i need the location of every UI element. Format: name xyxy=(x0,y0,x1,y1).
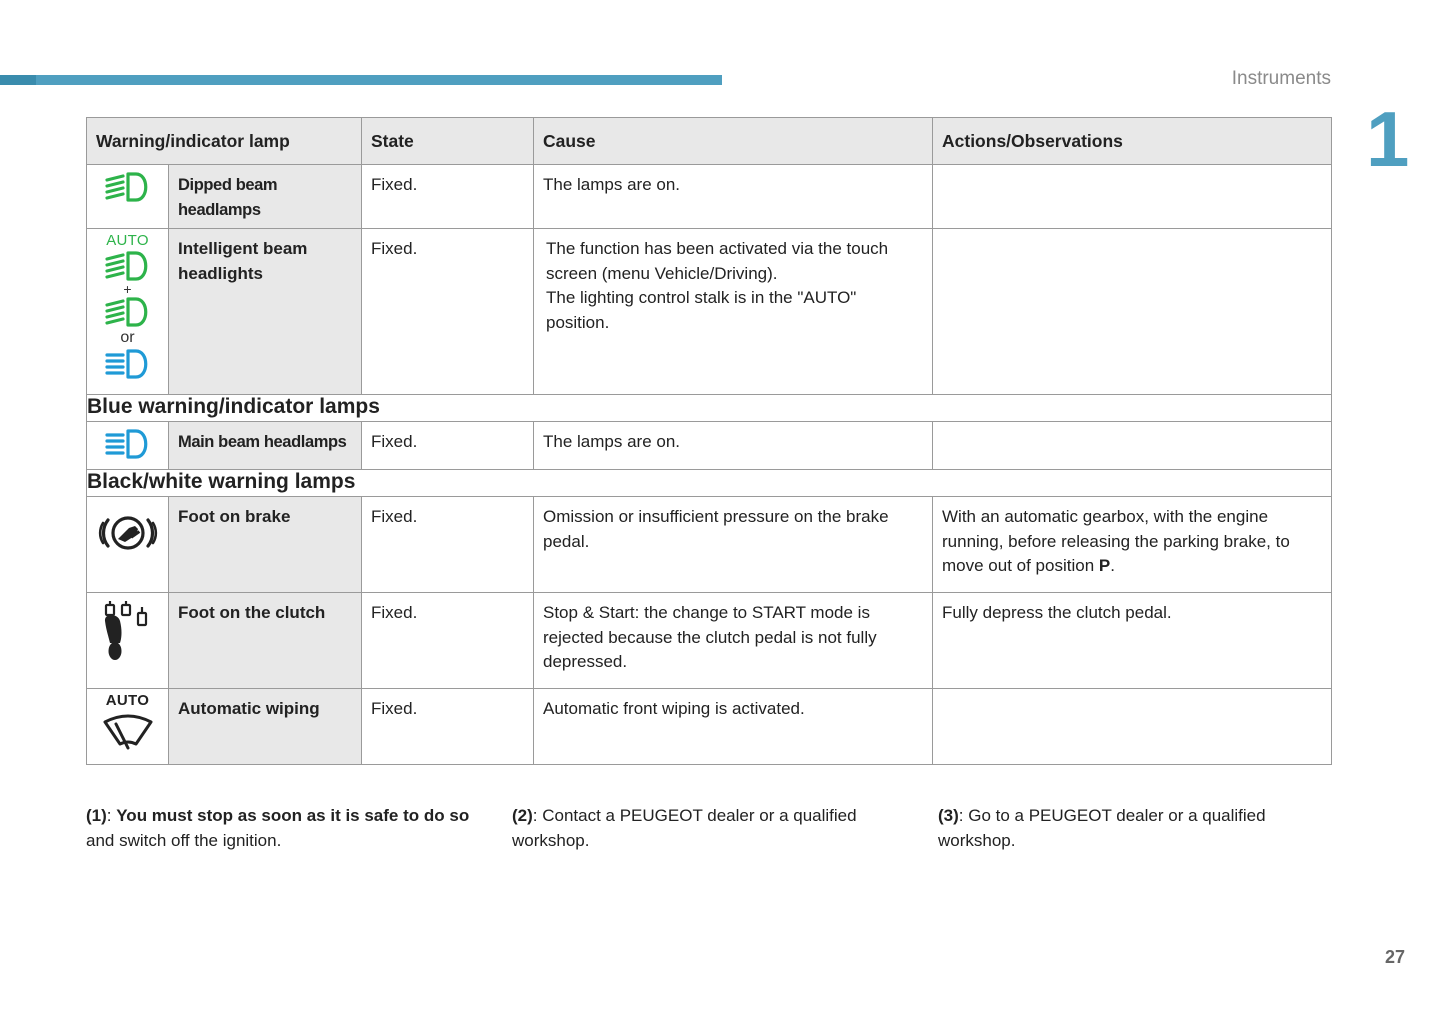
state-cell xyxy=(362,497,534,593)
action-cell xyxy=(933,689,1332,765)
table-row xyxy=(87,422,1332,470)
action-cell xyxy=(933,497,1332,593)
action-cell xyxy=(933,165,1332,229)
lamp-name-cell xyxy=(169,165,362,229)
table-header-row xyxy=(87,118,1332,165)
table-row xyxy=(87,497,1332,593)
footnote-text: and switch off the ignition. xyxy=(86,831,282,850)
warning-lamps-table xyxy=(86,117,1332,765)
group-row-black-white xyxy=(87,470,1332,497)
action-text xyxy=(933,165,1331,179)
action-text: Fully depress the clutch pedal. xyxy=(942,603,1172,622)
footnote-ref: (3) xyxy=(938,806,959,825)
lamp-icon-cell xyxy=(87,689,169,765)
foot-on-brake-icon xyxy=(98,511,158,555)
header-accent-bar xyxy=(0,75,722,85)
dipped-beam-icon xyxy=(104,171,152,203)
footnote-text: Go to a PEUGEOT dealer or a qualified workshop. xyxy=(938,806,1266,850)
col-header-lamp: Warning/indicator lamp xyxy=(87,118,362,165)
cause-text: Stop & Start: the change to START mode is rejected because the clutch pedal is not fully depressed. xyxy=(543,603,877,671)
action-cell xyxy=(933,229,1332,395)
plus-label: + xyxy=(123,281,132,297)
main-beam-icon xyxy=(104,428,152,460)
lamp-icon-cell xyxy=(87,497,169,593)
auto-label: AUTO xyxy=(106,232,149,249)
table-row xyxy=(87,593,1332,689)
lamp-name: Foot on brake xyxy=(178,507,291,526)
lamp-name-cell xyxy=(169,229,362,395)
footnote-1: (1): You must stop as soon as it is safe to do so and switch off the ignition. xyxy=(86,806,470,850)
state-text: Fixed. xyxy=(371,239,418,258)
action-cell xyxy=(933,593,1332,689)
dipped-beam-icon xyxy=(104,250,152,282)
state-text: Fixed. xyxy=(371,699,418,718)
state-text: Fixed. xyxy=(371,507,418,526)
state-text: Fixed. xyxy=(371,603,418,622)
cause-cell xyxy=(534,497,933,593)
lamp-icon-cell xyxy=(87,593,169,689)
group-title: Black/white warning lamps xyxy=(87,470,1332,497)
cause-cell xyxy=(534,422,933,470)
state-cell xyxy=(362,422,534,470)
state-cell xyxy=(362,165,534,229)
cause-text: The function has been activated via the touch screen (menu Vehicle/Driving). The lighting control stalk is in the "AUTO" position. xyxy=(546,239,889,332)
lamp-name: Intelligent beam headlights xyxy=(178,239,308,283)
main-beam-icon xyxy=(104,348,152,380)
foot-on-clutch-icon xyxy=(100,599,156,665)
lamp-name-cell xyxy=(169,497,362,593)
or-label: or xyxy=(120,329,135,346)
gear-position-p: P xyxy=(1098,556,1111,575)
lamp-name-cell xyxy=(169,593,362,689)
footnote-text: Contact a PEUGEOT dealer or a qualified workshop. xyxy=(512,806,857,850)
table-row xyxy=(87,165,1332,229)
action-text xyxy=(933,422,1331,436)
action-text xyxy=(933,689,1331,703)
footnote-ref: (1) xyxy=(86,806,107,825)
lamp-icon-cell xyxy=(87,165,169,229)
col-header-actions: Actions/Observations xyxy=(933,118,1332,165)
auto-label: AUTO xyxy=(105,692,150,709)
cause-cell xyxy=(534,689,933,765)
lamp-name: Foot on the clutch xyxy=(178,603,326,622)
cause-text: The lamps are on. xyxy=(543,432,681,451)
intelligent-beam-icon xyxy=(87,229,168,380)
table-row xyxy=(87,689,1332,765)
action-text-part: With an automatic gearbox, with the engine running, before releasing the parking brake, to move out of position xyxy=(942,507,1290,575)
footnote-bold-text: You must stop as soon as it is safe to do so xyxy=(116,806,470,825)
dipped-beam-icon xyxy=(104,296,152,328)
table-row xyxy=(87,229,1332,395)
action-cell xyxy=(933,422,1332,470)
lamp-name: Main beam headlamps xyxy=(178,433,347,451)
col-header-cause: Cause xyxy=(534,118,933,165)
action-text xyxy=(933,497,1331,585)
action-text xyxy=(933,229,1331,243)
cause-cell xyxy=(534,229,933,395)
group-title: Blue warning/indicator lamps xyxy=(87,395,1332,422)
group-row-blue xyxy=(87,395,1332,422)
state-cell xyxy=(362,229,534,395)
cause-text: The lamps are on. xyxy=(543,175,681,194)
footnote-ref: (2) xyxy=(512,806,533,825)
footnote-2: (2): Contact a PEUGEOT dealer or a qualified workshop. xyxy=(512,806,857,850)
lamp-icon-cell xyxy=(87,229,169,395)
lamp-name: Dipped beam headlamps xyxy=(178,176,278,219)
state-cell xyxy=(362,689,534,765)
cause-text: Automatic front wiping is activated. xyxy=(543,699,805,718)
state-text: Fixed. xyxy=(371,432,418,451)
section-title: Instruments xyxy=(1231,68,1331,89)
cause-cell xyxy=(534,165,933,229)
lamp-name-cell xyxy=(169,422,362,470)
state-cell xyxy=(362,593,534,689)
footnote-3: (3): Go to a PEUGEOT dealer or a qualified workshop. xyxy=(938,806,1266,850)
state-text: Fixed. xyxy=(371,175,418,194)
page-number: 27 xyxy=(1384,947,1405,967)
lamp-icon-cell xyxy=(87,422,169,470)
lamp-name-cell xyxy=(169,689,362,765)
lamp-name: Automatic wiping xyxy=(178,699,320,718)
action-text-part: . xyxy=(1110,556,1115,575)
wiper-icon xyxy=(102,712,154,752)
cause-cell xyxy=(534,593,933,689)
cause-text: Omission or insufficient pressure on the brake pedal. xyxy=(543,507,889,551)
chapter-number: 1 xyxy=(1366,95,1410,183)
auto-wiper-icon xyxy=(87,689,168,752)
col-header-state: State xyxy=(362,118,534,165)
